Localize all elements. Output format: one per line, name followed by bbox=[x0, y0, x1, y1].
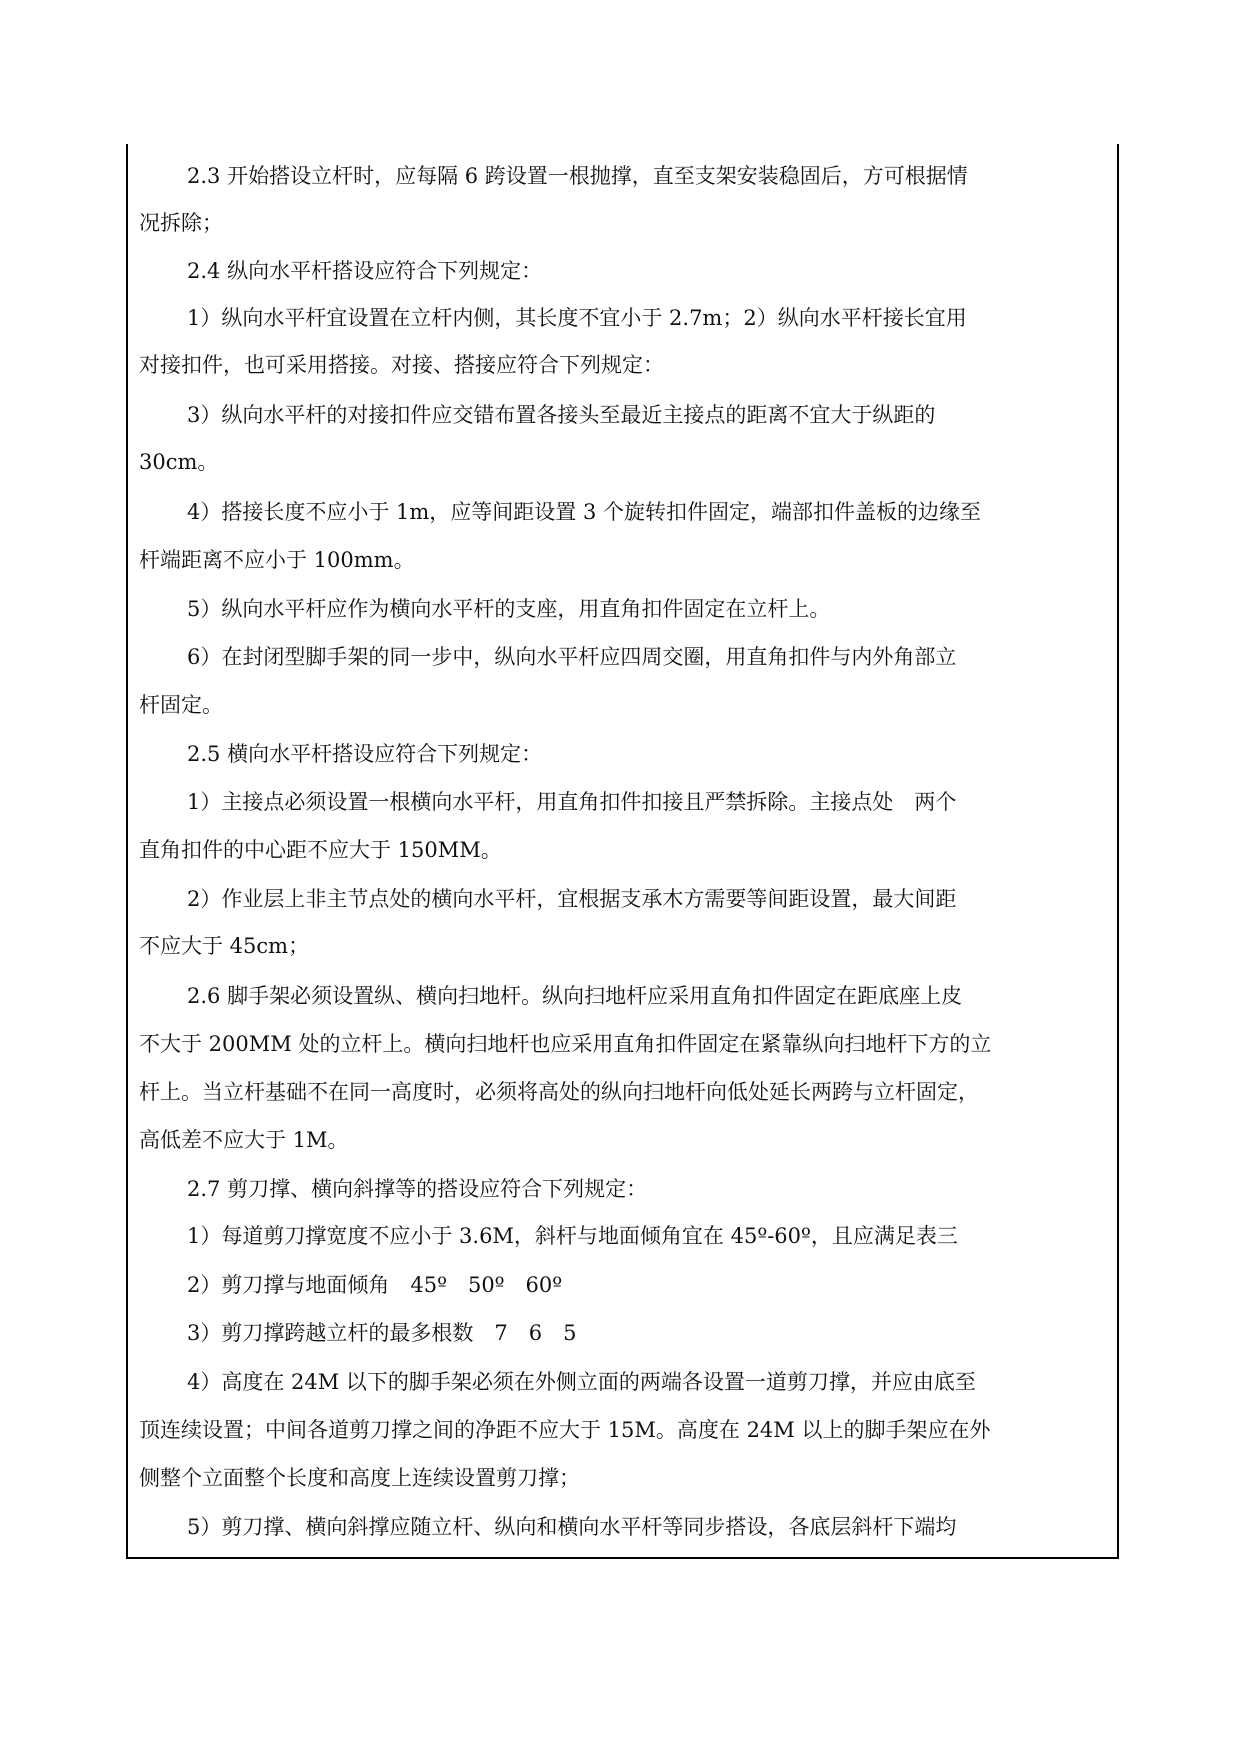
text-line: 5）剪刀撑、横向斜撑应随立杆、纵向和横向水平杆等同步搭设，各底层斜杆下端均 bbox=[187, 1515, 957, 1539]
text-line: 1）每道剪刀撑宽度不应小于 3.6M，斜杆与地面倾角宜在 45º-60º，且应满足表三 bbox=[187, 1224, 958, 1248]
text-line: 杆固定。 bbox=[139, 693, 223, 717]
text-line: 杆上。当立杆基础不在同一高度时，必须将高处的纵向扫地杆向低处延长两跨与立杆固定， bbox=[139, 1080, 979, 1104]
text-line: 2.3 开始搭设立杆时，应每隔 6 跨设置一根抛撑，直至支架安装稳固后，方可根据情 bbox=[187, 164, 968, 188]
text-line: 高低差不应大于 1M。 bbox=[139, 1128, 349, 1152]
text-line: 2.7 剪刀撑、横向斜撑等的搭设应符合下列规定： bbox=[187, 1177, 648, 1201]
text-line: 2.6 脚手架必须设置纵、横向扫地杆。纵向扫地杆应采用直角扣件固定在距底座上皮 bbox=[187, 984, 963, 1008]
text-line: 侧整个立面整个长度和高度上连续设置剪刀撑； bbox=[139, 1466, 580, 1490]
text-line: 直角扣件的中心距不应大于 150MM。 bbox=[139, 838, 502, 862]
text-line: 3）剪刀撑跨越立杆的最多根数 7 6 5 bbox=[187, 1321, 577, 1345]
text-line: 2）剪刀撑与地面倾角 45º 50º 60º bbox=[187, 1273, 563, 1297]
text-line: 4）搭接长度不应小于 1m，应等间距设置 3 个旋转扣件固定，端部扣件盖板的边缘至 bbox=[187, 500, 982, 524]
text-line: 杆端距离不应小于 100mm。 bbox=[139, 548, 415, 572]
text-line: 况拆除； bbox=[139, 211, 223, 235]
text-line: 6）在封闭型脚手架的同一步中，纵向水平杆应四周交圈，用直角扣件与内外角部立 bbox=[187, 645, 957, 669]
text-line: 顶连续设置；中间各道剪刀撑之间的净距不应大于 15M。高度在 24M 以上的脚手架应在外 bbox=[139, 1418, 991, 1442]
text-line: 1）纵向水平杆宜设置在立杆内侧，其长度不宜小于 2.7m；2）纵向水平杆接长宜用 bbox=[187, 306, 967, 330]
text-line: 不应大于 45cm； bbox=[139, 934, 310, 958]
text-line: 对接扣件，也可采用搭接。对接、搭接应符合下列规定： bbox=[139, 353, 664, 377]
text-line: 30cm。 bbox=[139, 450, 219, 474]
text-line: 2.4 纵向水平杆搭设应符合下列规定： bbox=[187, 259, 543, 283]
text-line: 1）主接点必须设置一根横向水平杆，用直角扣件扣接且严禁拆除。主接点处 两个 bbox=[187, 790, 957, 814]
text-line: 2）作业层上非主节点处的横向水平杆，宜根据支承木方需要等间距设置，最大间距 bbox=[187, 887, 957, 911]
text-line: 4）高度在 24M 以下的脚手架必须在外侧立面的两端各设置一道剪刀撑，并应由底至 bbox=[187, 1370, 976, 1394]
text-line: 3）纵向水平杆的对接扣件应交错布置各接头至最近主接点的距离不宜大于纵距的 bbox=[187, 403, 936, 427]
text-line: 5）纵向水平杆应作为横向水平杆的支座，用直角扣件固定在立杆上。 bbox=[187, 597, 831, 621]
text-line: 不大于 200MM 处的立杆上。横向扫地杆也应采用直角扣件固定在紧靠纵向扫地杆下方的立 bbox=[139, 1032, 992, 1056]
text-line: 2.5 横向水平杆搭设应符合下列规定： bbox=[187, 742, 543, 766]
